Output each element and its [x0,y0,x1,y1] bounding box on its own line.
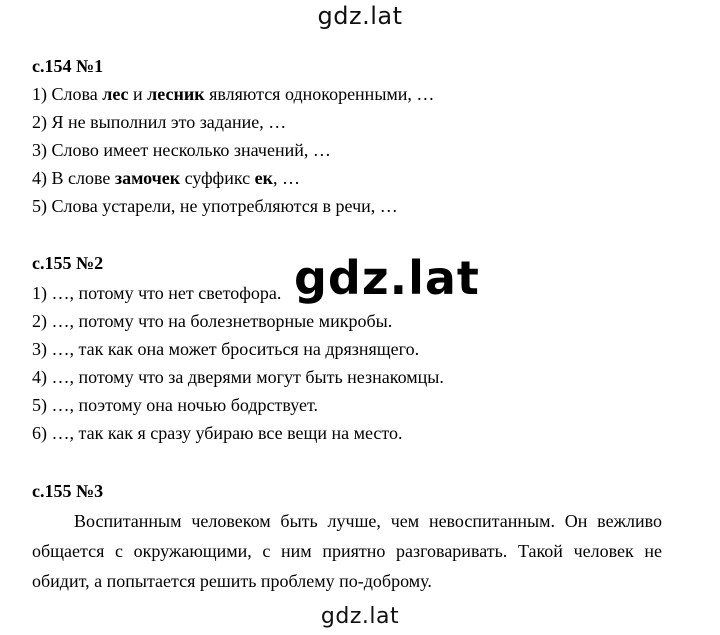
answer-line: 3) …, так как она может броситься на дрязнящего. [32,339,420,359]
answer-line: 4) …, потому что за дверями могут быть незнакомцы. [32,367,444,387]
watermark-top: gdz.lat [317,2,403,30]
section-title-154-1: с.154 №1 [32,56,104,76]
answer-line: 1) Слова лес и лесник являются однокоренными, … [32,84,435,104]
watermark-bottom: gdz.lat [320,604,400,629]
watermark-center: gdz.lat [294,251,480,305]
essay-paragraph: Воспитанным человеком быть лучше, чем невоспитанным. Он вежливо общается с окружающими, с ним приятно разговаривать. Такой человек не обидит, а попытается решить проблему по-доброму. [32,511,662,591]
answer-line: 5) Слова устарели, не употребляются в речи, … [32,196,398,216]
answer-line: 2) …, потому что на болезнетворные микробы. [32,311,393,331]
answer-line: 4) В слове замочек суффикс ек, … [32,168,300,188]
section-title-155-3: с.155 №3 [32,481,104,501]
answer-line: 6) …, так как я сразу убираю все вещи на место. [32,423,403,443]
section-title-155-2: с.155 №2 [32,253,104,273]
answer-line: 1) …, потому что нет светофора. [32,283,282,303]
answer-line: 3) Слово имеет несколько значений, … [32,140,331,160]
answer-line: 2) Я не выполнил это задание, … [32,112,287,132]
answer-line: 5) …, поэтому она ночью бодрствует. [32,395,319,415]
